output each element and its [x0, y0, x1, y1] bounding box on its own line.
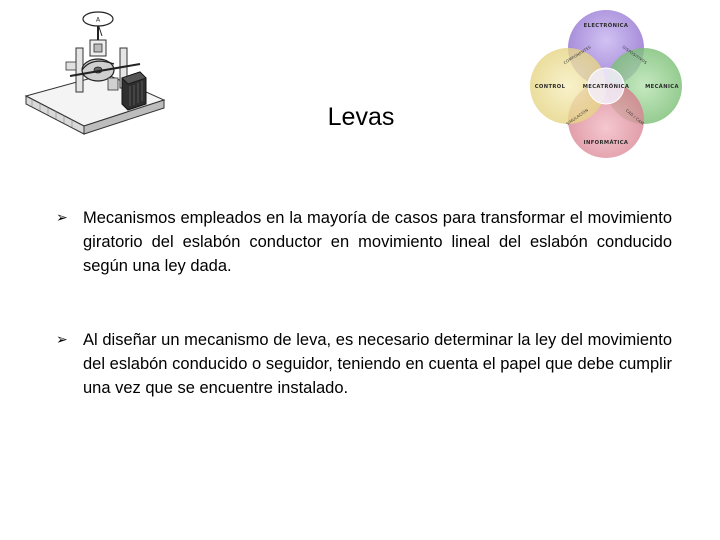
- venn-overlap-simulacion: SIMULACIÓN: [565, 107, 590, 127]
- mechatronics-venn-diagram: [528, 8, 684, 160]
- bullet-item: [56, 328, 672, 400]
- venn-label-control: CONTROL: [534, 84, 566, 90]
- slide-title: Levas: [327, 103, 395, 131]
- arrow-bullet-icon: ➢: [56, 332, 68, 348]
- bullet-item: [56, 206, 672, 278]
- venn-label-center: MECATRÓNICA: [582, 84, 630, 90]
- venn-overlap-dispositivos: DISPOSITIVOS: [621, 44, 649, 66]
- arrow-bullet-icon: ➢: [56, 210, 68, 226]
- venn-overlap-cad-cam: CAD / CAM: [624, 107, 646, 126]
- bullet-text: Mecanismos empleados en la mayoría de casos para transformar el movimiento giratorio del eslabón conductor en movimiento lineal del eslabón conducido según una ley dada.: [83, 209, 672, 275]
- venn-label-electronica: ELECTRÓNICA: [583, 23, 629, 29]
- venn-label-informatica: INFORMÁTICA: [583, 140, 629, 146]
- cam-mechanism-illustration: [22, 4, 172, 140]
- bullet-text: Al diseñar un mecanismo de leva, es necesario determinar la ley del movimiento del eslabón conducido o seguidor, teniendo en cuenta el papel que debe cumplir una vez que se encuentre instalado.: [83, 331, 672, 397]
- venn-overlap-componentes: COMPONENTES: [562, 44, 592, 66]
- venn-label-mecanica: MECÁNICA: [645, 84, 679, 90]
- cam-label-a: A: [95, 16, 101, 24]
